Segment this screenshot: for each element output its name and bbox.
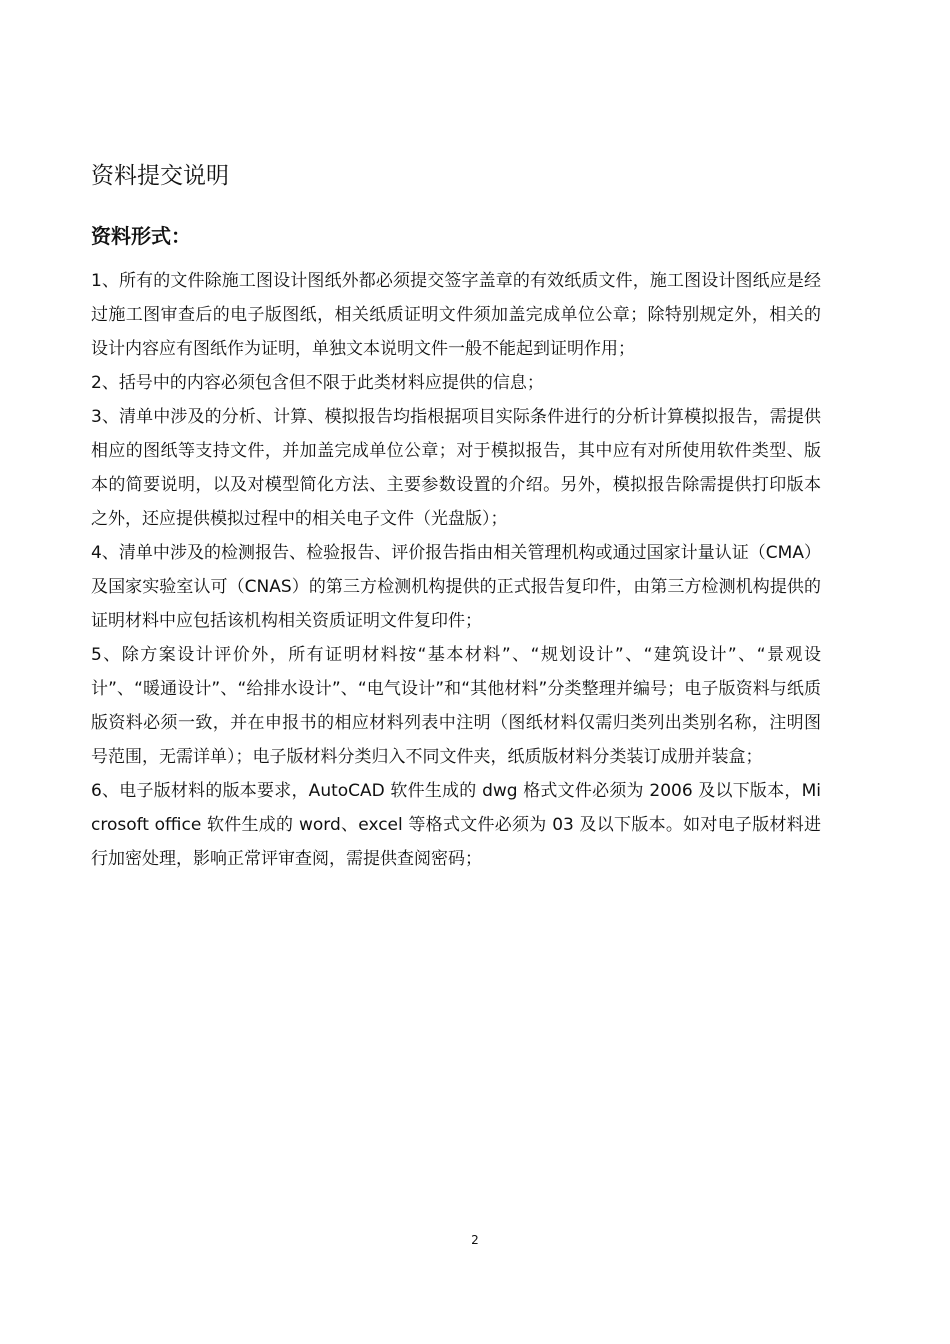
paragraph-4: 4、清单中涉及的检测报告、检验报告、评价报告指由相关管理机构或通过国家计量认证（CMA）及国家实验室认可（CNAS）的第三方检测机构提供的正式报告复印件，由第三方检测机构提供的证明材料中应包括该机构相关资质证明文件复印件； xyxy=(91,543,821,631)
paragraph-1: 1、所有的文件除施工图设计图纸外都必须提交签字盖章的有效纸质文件，施工图设计图纸应是经过施工图审查后的电子版图纸，相关纸质证明文件须加盖完成单位公章；除特别规定外，相关的设计内容应有图纸作为证明，单独文本说明文件一般不能起到证明作用； xyxy=(91,271,821,359)
document-title: 资料提交说明 xyxy=(91,163,229,189)
paragraph-3: 3、清单中涉及的分析、计算、模拟报告均指根据项目实际条件进行的分析计算模拟报告，需提供相应的图纸等支持文件，并加盖完成单位公章；对于模拟报告，其中应有对所使用软件类型、版本的简要说明，以及对模型简化方法、主要参数设置的介绍。另外，模拟报告除需提供打印版本之外，还应提供模拟过程中的相关电子文件（光盘版）； xyxy=(91,407,821,529)
paragraph-2: 2、括号中的内容必须包含但不限于此类材料应提供的信息； xyxy=(91,373,544,393)
section-heading: 资料形式： xyxy=(91,224,191,248)
paragraph-5: 5、除方案设计评价外，所有证明材料按“基本材料”、“规划设计”、“建筑设计”、“景观设计”、“暖通设计”、“给排水设计”、“电气设计”和“其他材料”分类整理并编号；电子版资料与纸质版资料必须一致，并在申报书的相应材料列表中注明（图纸材料仅需归类列出类别名称，注明图号范围，无需详单）；电子版材料分类归入不同文件夹，纸质版材料分类装订成册并装盒； xyxy=(91,645,821,767)
page-number: 2 xyxy=(471,1233,479,1247)
document-body xyxy=(91,264,821,876)
paragraph-6: 6、电子版材料的版本要求，AutoCAD 软件生成的 dwg 格式文件必须为 2006 及以下版本，Microsoft office 软件生成的 word、excel 等格式文件必须为 03 及以下版本。如对电子版材料进行加密处理，影响正常评审查阅，需提供查阅密码； xyxy=(91,781,821,869)
